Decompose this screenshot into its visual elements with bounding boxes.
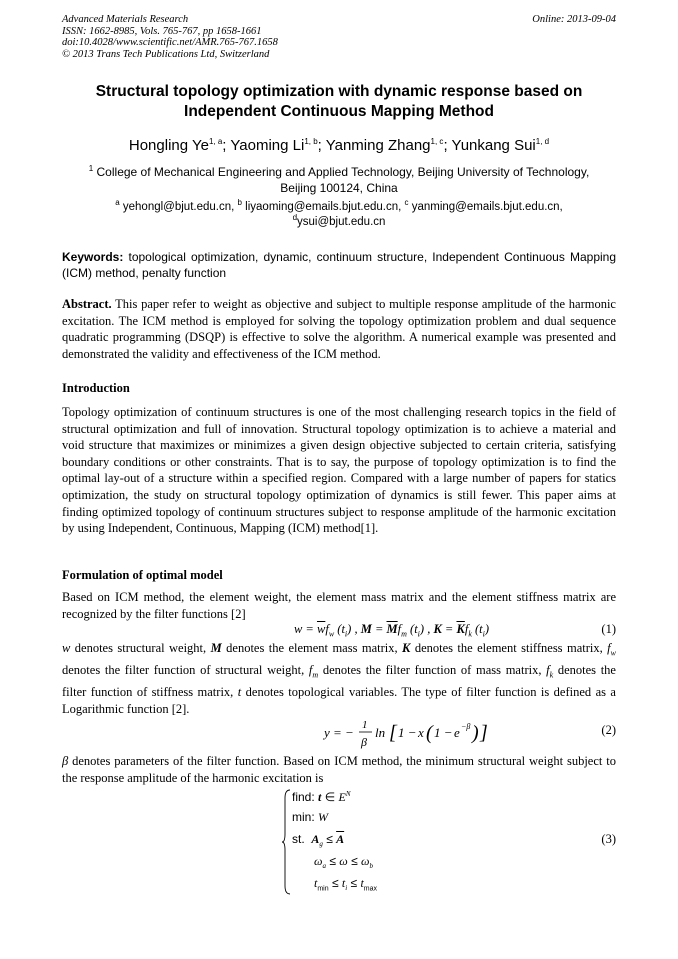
keywords-label: Keywords: bbox=[62, 250, 124, 264]
desc-text: denotes topological variables. The type of filter function is defined as a Logarithmic function [2]. bbox=[62, 685, 616, 716]
equation-2-body bbox=[322, 715, 512, 751]
author-sup: 1, b bbox=[304, 137, 318, 146]
email-a[interactable]: yehongl@bjut.edu.cn, bbox=[122, 201, 235, 213]
svg-text:−β: −β bbox=[461, 722, 471, 731]
intro-heading: Introduction bbox=[62, 381, 130, 395]
author-name: Yanming Zhang bbox=[325, 137, 431, 154]
equation-1 bbox=[62, 622, 616, 642]
eq3-omega-row: $\omega_a \le \omega \le \omega_b$ bbox=[314, 854, 373, 871]
affiliation-line-1: College of Mechanical Engineering and Applied Technology, Beijing University of Technology, bbox=[96, 165, 590, 179]
email-b[interactable]: liyaoming@emails.bjut.edu.cn, bbox=[245, 201, 402, 213]
abstract bbox=[62, 296, 616, 362]
svg-text:]: ] bbox=[480, 722, 488, 744]
issn-line: ISSN: 1662-8985, Vols. 765-767, pp 1658-1661 bbox=[62, 25, 262, 37]
desc-text: denotes structural weight, bbox=[70, 641, 211, 655]
author-name: Yunkang Sui bbox=[451, 137, 536, 154]
keywords bbox=[62, 249, 616, 281]
formulation-text: Based on ICM method, the element weight, the element mass matrix and the element stiffness matrix are recognized by the filter functions [2] bbox=[62, 590, 616, 621]
equation-1-description: w denotes structural weight, M denotes the element mass matrix, K denotes the element stiffness matrix, $f_w$ denotes the filter function of structural weight, $f_m$ denotes the filter function of mass matrix, $f_k$ denotes the filter function of stiffness matrix, t denotes topological variables. The type of filter function is defined as a Logarithmic function [2]. bbox=[62, 641, 616, 716]
title-line-2: Independent Continuous Mapping Method bbox=[184, 103, 494, 120]
svg-text:): ) bbox=[472, 722, 479, 744]
journal-name: Advanced Materials Research bbox=[62, 14, 189, 25]
desc-text: denotes the filter function of structural weight, bbox=[62, 663, 309, 678]
symbol-w: w bbox=[62, 641, 71, 655]
email-c[interactable]: yanming@emails.bjut.edu.cn, bbox=[411, 201, 563, 213]
equation-1-number: (1) bbox=[601, 622, 616, 636]
equation-1-body: $w = \overline{w}f_w$ $(t_i)$ , $M = \overline{M}f_m$ $(t_i)$ , $K = \overline{K}f_k$ $(t_i)$ bbox=[293, 622, 490, 639]
symbol-beta: β bbox=[62, 754, 69, 768]
formulation-heading: Formulation of optimal model bbox=[62, 568, 223, 582]
equation-2-number: (2) bbox=[601, 723, 616, 737]
journal-header bbox=[62, 14, 616, 60]
author-sup: 1, a bbox=[208, 137, 223, 146]
eq3-min: min: bbox=[292, 810, 315, 824]
symbol-t: t bbox=[237, 685, 242, 700]
svg-text:(: ( bbox=[426, 722, 433, 744]
eq3-min-row: min: W bbox=[292, 810, 329, 824]
author-name: Hongling Ye bbox=[128, 137, 209, 154]
eq3-st-row: st. $A_g \le \overline{A}$ bbox=[292, 832, 345, 849]
eq3-t-row: $t_{min} \le t_i \le t_{max}$ bbox=[314, 876, 378, 893]
equation-2 bbox=[62, 715, 616, 751]
title-line-1: Structural topology optimization with dynamic response based on bbox=[95, 83, 583, 100]
symbol-K: K bbox=[402, 641, 411, 655]
desc-text: denotes the element stiffness matrix, bbox=[410, 641, 608, 655]
doi-line: doi:10.4028/www.scientific.net/AMR.765-767.1658 bbox=[62, 37, 278, 49]
equation-2-description bbox=[62, 753, 616, 786]
svg-text:y = −: y = − bbox=[324, 725, 354, 740]
eq3-find-row: find: t ∈ $E^N$ bbox=[292, 790, 351, 804]
email-d[interactable]: ysui@bjut.edu.cn bbox=[297, 216, 386, 228]
desc-text: denotes parameters of the filter function. Based on ICM method, the minimum structural weight subject to the response amplitude of the harmonic excitation is bbox=[62, 754, 616, 785]
svg-text:ln: ln bbox=[375, 725, 386, 740]
author-list: Hongling Ye$^{1, a}$; Yaoming Li$^{1, b}$; Yanming Zhang$^{1, c}$; Yunkang Sui$^{1, d}$ bbox=[128, 137, 550, 154]
svg-text:1: 1 bbox=[362, 719, 368, 731]
eq3-st: st. bbox=[292, 832, 305, 846]
svg-text:x: x bbox=[418, 725, 424, 740]
affiliation-sup: 1 bbox=[88, 164, 94, 173]
svg-text:e: e bbox=[454, 725, 460, 740]
online-date: Online: 2013-09-04 bbox=[532, 14, 616, 25]
email-list: $^a$ yehongl@bjut.edu.cn, $^b$ liyaoming@emails.bjut.edu.cn, $^c$ yanming@emails.bjut.edu.cn, $^d$ysui@bjut.edu.cn bbox=[115, 198, 563, 228]
intro-text: Topology optimization of continuum structures is one of the most challenging research topics in the field of structural optimization and full of innovation. Structural topology optimization is to achieve a material and void structure that maximizes or minimizes a given design objective subjected to certain criteria, satisfying boundary conditions or other constraints. That is to say, the purpose of topology optimization is to find the optimal lay-out of a structure within a specified region. Compared with a large number of papers for statics optimization, the study on structural topology optimization of dynamics is still fewer. This paper aims at finding optimized topology of continuum structures subject to response amplitude of the harmonic excitation by using Independent, Continuous, Mapping (ICM) method[1]. bbox=[62, 405, 616, 536]
copyright-line: © 2013 Trans Tech Publications Ltd, Switzerland bbox=[62, 48, 270, 60]
svg-text:1 −: 1 − bbox=[434, 725, 453, 740]
desc-text: denotes the element mass matrix, bbox=[221, 641, 403, 655]
svg-text:β: β bbox=[361, 735, 367, 749]
svg-text:[: [ bbox=[389, 722, 397, 744]
abstract-text: This paper refer to weight as objective and subject to multiple response amplitude of the harmonic excitation. The ICM method is employed for solving the topology optimization problem and dual sequence quadratic programming (DSQP) is effective to solve the algorithm. A numerical example was presented and demonstrated the validity and effectiveness of the ICM method. bbox=[62, 297, 616, 361]
desc-text: denotes the filter function of mass matrix, bbox=[318, 663, 547, 678]
keywords-text: topological optimization, dynamic, continuum structure, Independent Continuous Mapping (ICM) method, penalty function bbox=[62, 250, 616, 280]
svg-text:1 −: 1 − bbox=[398, 725, 417, 740]
author-sup: 1, d bbox=[535, 137, 550, 146]
abstract-label: Abstract. bbox=[62, 297, 112, 311]
paper-title bbox=[62, 82, 616, 122]
affiliation bbox=[62, 164, 616, 196]
desc-text: denotes the filter function of stiffness matrix, bbox=[62, 663, 616, 700]
symbol-M: M bbox=[210, 641, 222, 655]
equation-3-number: (3) bbox=[601, 832, 616, 846]
equation-3 bbox=[282, 788, 462, 898]
author-name: Yaoming Li bbox=[230, 137, 305, 154]
brace bbox=[282, 788, 292, 896]
author-sup: 1, c bbox=[430, 137, 444, 146]
affiliation-line-2: Beijing 100124, China bbox=[280, 181, 398, 195]
eq3-find: find: bbox=[292, 790, 315, 804]
